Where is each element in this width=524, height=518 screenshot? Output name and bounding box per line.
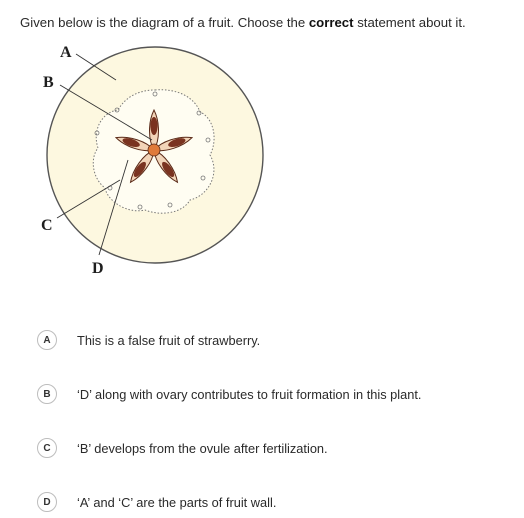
diagram-label-c: C <box>41 217 53 234</box>
diagram-label-a: A <box>60 44 72 61</box>
option-a[interactable] <box>37 329 260 351</box>
option-a-letter: A <box>37 330 57 350</box>
option-c-text: ‘B’ develops from the ovule after fertilization. <box>77 440 328 456</box>
question-prefix: Given below is the diagram of a fruit. Choose the <box>20 15 309 30</box>
question-emphasis: correct <box>308 15 354 30</box>
option-b-letter: B <box>37 384 57 404</box>
option-b[interactable] <box>37 383 422 405</box>
carpel-core <box>148 144 160 156</box>
option-d-letter: D <box>37 492 57 512</box>
option-b-text: ‘D’ along with ovary contributes to fruit formation in this plant. <box>77 386 422 402</box>
diagram-label-b: B <box>43 74 54 91</box>
diagram-label-d: D <box>92 260 104 277</box>
option-c-letter: C <box>37 438 57 458</box>
option-c[interactable] <box>37 437 328 459</box>
question-suffix: statement about it. <box>353 15 466 30</box>
option-d[interactable] <box>37 491 276 513</box>
option-a-text: This is a false fruit of strawberry. <box>77 332 261 348</box>
option-d-text: ‘A’ and ‘C’ are the parts of fruit wall. <box>77 494 277 510</box>
